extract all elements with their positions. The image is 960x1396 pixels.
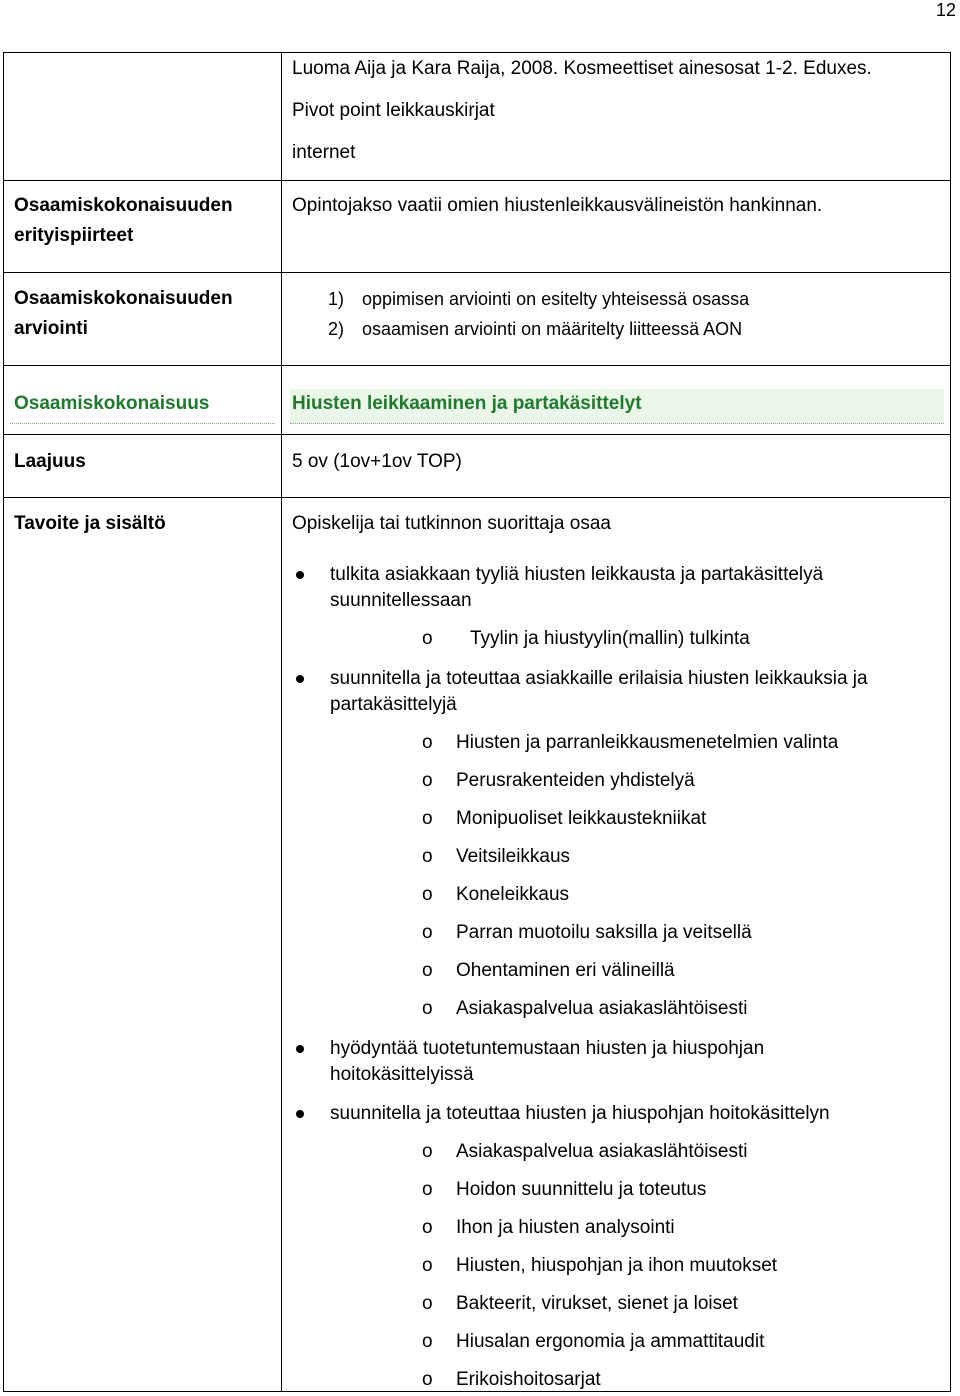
- sub-item-text: Koneleikkaus: [456, 884, 570, 905]
- bullet-dot-icon: [296, 1110, 304, 1118]
- row-divider: [4, 365, 950, 366]
- sub-item-text: Hoidon suunnittelu ja toteutus: [456, 1179, 707, 1200]
- circle-bullet-icon: o: [422, 808, 433, 829]
- arviointi-item: [328, 314, 749, 344]
- bullet-line: suunnitella ja toteuttaa hiusten ja hiuspohjan hoitokäsittelyn: [330, 1103, 830, 1124]
- sub-item-text: Ohentaminen eri välineillä: [456, 960, 675, 981]
- tavoite-intro: Opiskelija tai tutkinnon suorittaja osaa: [292, 513, 611, 534]
- label-line: arviointi: [14, 318, 88, 339]
- sub-item-text: Veitsileikkaus: [456, 846, 571, 867]
- kokonaisuus-value: Hiusten leikkaaminen ja partakäsittelyt: [292, 393, 642, 414]
- sub-item-text: Erikoishoitosarjat: [456, 1369, 601, 1390]
- row-divider: [4, 434, 950, 435]
- bullet-text: [330, 562, 916, 614]
- circle-bullet-icon: o: [422, 1331, 433, 1352]
- reference-line: internet: [292, 142, 356, 163]
- circle-bullet-icon: o: [422, 1369, 433, 1390]
- row-divider: [4, 497, 950, 498]
- bullet-dot-icon: [296, 571, 304, 579]
- circle-bullet-icon: o: [422, 884, 433, 905]
- bullet-text: [330, 666, 916, 718]
- label-line: erityispiirteet: [14, 225, 134, 246]
- sub-item-text: Bakteerit, virukset, sienet ja loiset: [456, 1293, 738, 1314]
- goal-bullet: [296, 1101, 916, 1129]
- goal-bullet: [296, 666, 916, 720]
- kokonaisuus-label: Osaamiskokonaisuus: [14, 393, 210, 414]
- bullet-line: partakäsittelyjä: [330, 694, 457, 715]
- sub-item-text: Parran muotoilu saksilla ja veitsellä: [456, 922, 752, 943]
- circle-bullet-icon: o: [422, 922, 433, 943]
- bullet-line: hyödyntää tuotetuntemustaan hiusten ja hiuspohjan: [330, 1038, 765, 1059]
- bullet-text: [330, 1101, 916, 1127]
- circle-bullet-icon: o: [422, 960, 433, 981]
- item-number: 2): [328, 319, 345, 339]
- circle-bullet-icon: o: [422, 732, 433, 753]
- circle-bullet-icon: o: [422, 1217, 433, 1238]
- item-text: osaamisen arviointi on määritelty liitteessä AON: [362, 319, 743, 339]
- row-divider: [4, 272, 950, 273]
- item-number: 1): [328, 289, 345, 309]
- references-cell: [292, 54, 872, 180]
- bullet-line: suunnitellessaan: [330, 590, 472, 611]
- sub-item-text: Ihon ja hiusten analysointi: [456, 1217, 675, 1238]
- arviointi-list: [328, 284, 749, 344]
- erityispiirteet-label: [14, 191, 233, 251]
- sub-item-text: Hiusten ja parranleikkausmenetelmien valinta: [456, 732, 839, 753]
- sub-item-text: Perusrakenteiden yhdistelyä: [456, 770, 695, 791]
- curriculum-table: [3, 52, 951, 1392]
- bullet-text: [330, 1036, 916, 1088]
- laajuus-value: 5 ov (1ov+1ov TOP): [292, 451, 462, 472]
- sub-item-text: Hiusalan ergonomia ja ammattitaudit: [456, 1331, 765, 1352]
- laajuus-label: Laajuus: [14, 451, 86, 472]
- circle-bullet-icon: o: [422, 628, 433, 649]
- item-text: oppimisen arviointi on esitelty yhteisessä osassa: [362, 289, 750, 309]
- bullet-dot-icon: [296, 1045, 304, 1053]
- reference-line: Pivot point leikkauskirjat: [292, 100, 495, 121]
- label-line: Osaamiskokonaisuuden: [14, 288, 233, 309]
- tavoite-label: Tavoite ja sisältö: [14, 513, 166, 534]
- sub-item-text: Hiusten, hiuspohjan ja ihon muutokset: [456, 1255, 778, 1276]
- bullet-line: tulkita asiakkaan tyyliä hiusten leikkausta ja partakäsittelyä: [330, 564, 824, 585]
- goal-bullet: [296, 562, 916, 616]
- sub-item-text: Asiakaspalvelua asiakaslähtöisesti: [456, 998, 748, 1019]
- circle-bullet-icon: o: [422, 846, 433, 867]
- circle-bullet-icon: o: [422, 1293, 433, 1314]
- bullet-dot-icon: [296, 675, 304, 683]
- bullet-line: suunnitella ja toteuttaa asiakkaille erilaisia hiusten leikkauksia ja: [330, 668, 868, 689]
- arviointi-item: [328, 284, 749, 314]
- bullet-line: hoitokäsittelyissä: [330, 1064, 474, 1085]
- circle-bullet-icon: o: [422, 1255, 433, 1276]
- circle-bullet-icon: o: [422, 1179, 433, 1200]
- arviointi-label: [14, 284, 233, 344]
- sub-item-text: Asiakaspalvelua asiakaslähtöisesti: [456, 1141, 748, 1162]
- row-divider: [4, 180, 950, 181]
- circle-bullet-icon: o: [422, 770, 433, 791]
- circle-bullet-icon: o: [422, 1141, 433, 1162]
- sub-item-text: Tyylin ja hiustyylin(mallin) tulkinta: [470, 628, 750, 649]
- reference-line: Luoma Aija ja Kara Raija, 2008. Kosmeettiset ainesosat 1-2. Eduxes.: [292, 58, 872, 79]
- circle-bullet-icon: o: [422, 998, 433, 1019]
- sub-item-text: Monipuoliset leikkaustekniikat: [456, 808, 707, 829]
- goal-bullet: [296, 1036, 916, 1090]
- column-divider: [281, 53, 282, 1391]
- label-line: Osaamiskokonaisuuden: [14, 195, 233, 216]
- erityispiirteet-value: Opintojakso vaatii omien hiustenleikkausvälineistön hankinnan.: [292, 195, 823, 216]
- page-number: 12: [935, 0, 956, 20]
